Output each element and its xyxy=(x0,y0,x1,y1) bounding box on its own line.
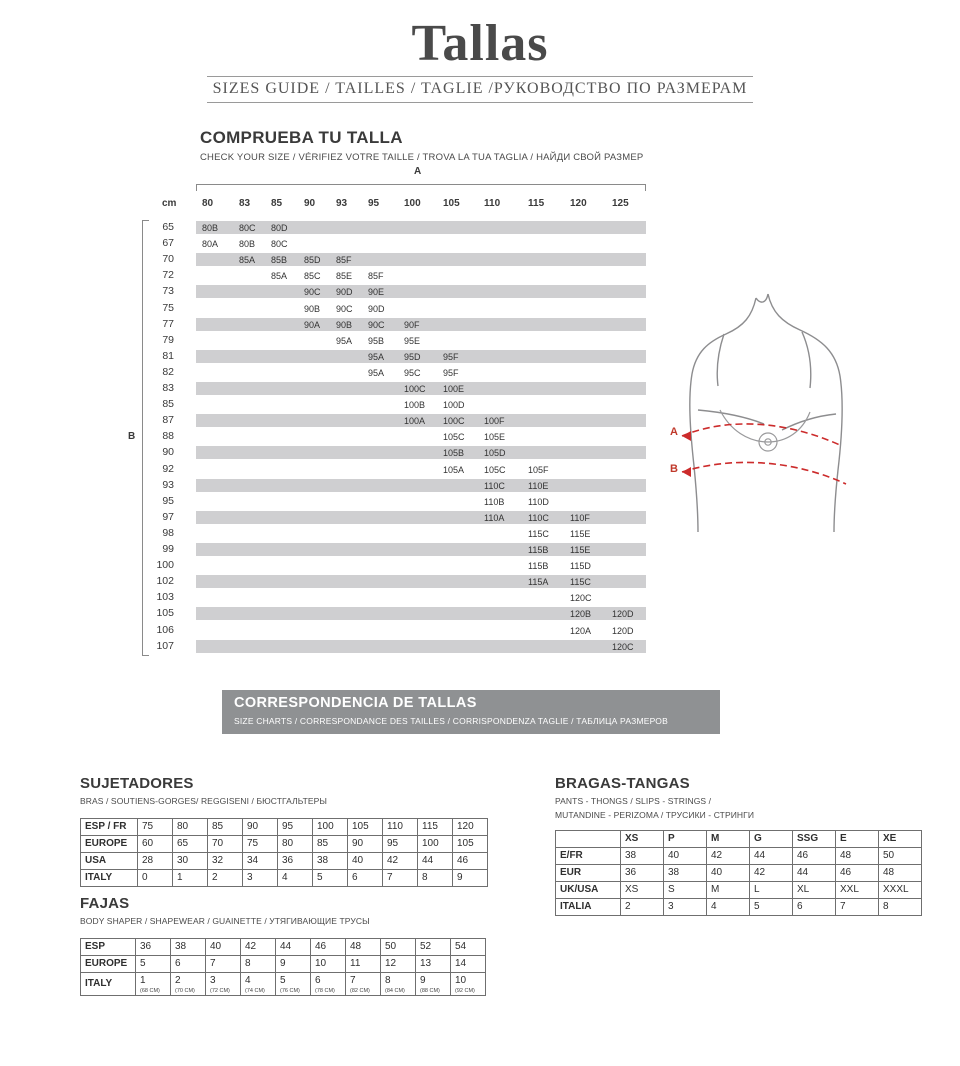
table-cell: 95 xyxy=(383,836,418,853)
table-cell: 48 xyxy=(346,939,381,956)
table-cell: 40 xyxy=(664,848,707,865)
table-cell: 42 xyxy=(707,848,750,865)
table-cell: 105 xyxy=(453,836,488,853)
chart-cell: 110B xyxy=(484,496,505,507)
row-label: 85 xyxy=(162,398,174,411)
row-header: UK/USA xyxy=(556,882,621,899)
table-cell: 5 (76 CM) xyxy=(276,973,311,996)
table-cell: XS xyxy=(621,882,664,899)
row-label: 97 xyxy=(162,510,174,523)
chart-cell: 105C xyxy=(484,464,506,475)
table-cell: 36 xyxy=(278,853,313,870)
table-cell: 52 xyxy=(416,939,451,956)
row-label: 92 xyxy=(162,462,174,475)
table-cell: 44 xyxy=(418,853,453,870)
row-label: 72 xyxy=(162,269,174,282)
chart-cell: 105D xyxy=(484,448,506,459)
table-row xyxy=(556,882,922,899)
chart-cell: 95B xyxy=(368,335,385,346)
table-cell: 36 xyxy=(621,865,664,882)
chart-cell: 100A xyxy=(404,416,426,427)
chart-cell: 95F xyxy=(443,367,459,378)
chart-cell: 95A xyxy=(368,367,385,378)
column-header-cell: XE xyxy=(879,831,922,848)
row-label: 107 xyxy=(156,639,174,652)
column-header: 95 xyxy=(368,198,380,209)
row-label: 93 xyxy=(162,478,174,491)
table-cell: 9 (88 CM) xyxy=(416,973,451,996)
table-cell: 50 xyxy=(381,939,416,956)
cm-note: (72 CM) xyxy=(210,988,230,994)
chart-cell: 80D xyxy=(271,223,288,233)
table-cell: 46 xyxy=(836,865,879,882)
table-cell: 44 xyxy=(276,939,311,956)
column-header: 85 xyxy=(271,198,283,209)
chart-cell: 105E xyxy=(484,432,506,443)
table-cell: 48 xyxy=(836,848,879,865)
table-cell: 14 xyxy=(451,956,486,973)
chart-cell: 120C xyxy=(570,593,592,604)
row-label: 67 xyxy=(162,237,174,250)
page-subtitle: SIZES GUIDE / TAILLES / TAGLIE /РУКОВОДСТВО ПО РАЗМЕРАМ xyxy=(207,76,754,103)
cm-note: (92 CM) xyxy=(455,988,475,994)
row-band xyxy=(196,221,646,234)
chart-cell: 115D xyxy=(570,561,591,572)
chart-cell: 90B xyxy=(304,303,321,314)
table-row xyxy=(556,848,922,865)
table-cell: 38 xyxy=(664,865,707,882)
table-row xyxy=(81,973,486,996)
body-illustration xyxy=(660,290,910,540)
row-label: 103 xyxy=(156,591,174,604)
row-label: 73 xyxy=(162,285,174,298)
column-header-cell: M xyxy=(707,831,750,848)
column-header: 83 xyxy=(239,198,251,209)
table-cell: 90 xyxy=(348,836,383,853)
column-header: 93 xyxy=(336,198,348,209)
column-header-cell: SSG xyxy=(793,831,836,848)
chart-cell: 90C xyxy=(336,303,353,314)
chart-cell: 105B xyxy=(443,448,465,459)
cm-note: (88 CM) xyxy=(420,988,440,994)
chart-cell: 80C xyxy=(239,223,256,233)
chart-cell: 90C xyxy=(304,287,321,298)
cm-note: (78 CM) xyxy=(315,988,335,994)
axis-label-a: A xyxy=(414,166,422,177)
chart-cell: 85E xyxy=(336,271,353,282)
table-cell: 8 (84 CM) xyxy=(381,973,416,996)
subtitle-container xyxy=(0,76,960,103)
chart-cell: 90D xyxy=(368,303,385,314)
table-cell: 2 xyxy=(621,899,664,916)
bracket-a xyxy=(196,184,646,185)
row-label: 65 xyxy=(162,221,174,233)
column-header-cell: G xyxy=(750,831,793,848)
table-cell: 6 xyxy=(793,899,836,916)
row-label: 95 xyxy=(162,494,174,507)
chart-cell: 115B xyxy=(528,561,549,572)
row-label: 82 xyxy=(162,365,174,378)
chart-cell: 105F xyxy=(528,464,549,475)
banner-subtitle: SIZE CHARTS / CORRESPONDANCE DES TAILLES / CORRISPONDENZA TAGLIE / ТАБЛИЦА РАЗМЕРОВ xyxy=(234,716,668,726)
table-row xyxy=(81,819,488,836)
column-header: 105 xyxy=(443,198,460,209)
row-header: USA xyxy=(81,853,138,870)
chart-cell: 110D xyxy=(528,496,549,507)
row-label: 88 xyxy=(162,430,174,443)
table-cell: 85 xyxy=(313,836,348,853)
table-cell: 34 xyxy=(243,853,278,870)
torso-diagram-icon xyxy=(660,290,910,540)
row-label: 83 xyxy=(162,382,174,394)
chart-cell: 120B xyxy=(570,609,592,620)
chart-cell: 90F xyxy=(404,319,420,330)
table-cell: 42 xyxy=(241,939,276,956)
bras-table xyxy=(80,818,488,887)
table-cell: 11 xyxy=(346,956,381,973)
row-band xyxy=(196,479,646,492)
section-subheading: CHECK YOUR SIZE / VÉRIFIEZ VOTRE TAILLE / TROVA LA TUA TAGLIA / НАЙДИ СВОЙ РАЗМЕР xyxy=(200,152,644,163)
chart-cell: 90A xyxy=(304,319,321,330)
table-cell: 6 (78 CM) xyxy=(311,973,346,996)
table-cell: 75 xyxy=(243,836,278,853)
pants-subtitle-1: PANTS - THONGS / SLIPS - STRINGS / xyxy=(555,796,712,806)
table-cell: 42 xyxy=(750,865,793,882)
cm-note: (76 CM) xyxy=(280,988,300,994)
table-cell: 4 xyxy=(707,899,750,916)
banner-title: CORRESPONDENCIA DE TALLAS xyxy=(234,695,477,711)
table-cell: 38 xyxy=(621,848,664,865)
table-row xyxy=(556,865,922,882)
chart-cell: 120D xyxy=(612,625,634,636)
column-header-cell xyxy=(556,831,621,848)
chart-cell: 115A xyxy=(528,577,549,588)
table-cell: 90 xyxy=(243,819,278,836)
chart-cell: 95A xyxy=(368,351,385,362)
column-header: 115 xyxy=(528,198,545,209)
table-cell: XL xyxy=(793,882,836,899)
table-cell: 60 xyxy=(138,836,173,853)
table-cell: M xyxy=(707,882,750,899)
table-cell: L xyxy=(750,882,793,899)
table-cell: 46 xyxy=(453,853,488,870)
chart-cell: 90D xyxy=(336,287,353,298)
cm-note: (70 CM) xyxy=(175,988,195,994)
row-label: 100 xyxy=(156,559,174,572)
row-band xyxy=(196,285,646,298)
chart-cell: 90C xyxy=(368,319,385,330)
table-cell: 110 xyxy=(383,819,418,836)
table-cell: 6 xyxy=(348,870,383,887)
chart-cell: 100F xyxy=(484,416,505,427)
pants-table xyxy=(555,830,922,916)
table-cell: 80 xyxy=(173,819,208,836)
chart-cell: 85A xyxy=(271,271,288,282)
cm-note: (74 CM) xyxy=(245,988,265,994)
cm-note: (82 CM) xyxy=(350,988,370,994)
row-header: EUROPE xyxy=(81,956,136,973)
pants-subtitle-2: MUTANDINE - PERIZOMA / ТРУСИКИ - СТРИНГИ xyxy=(555,810,755,820)
table-cell: 8 xyxy=(879,899,922,916)
bracket-b xyxy=(142,220,143,655)
table-cell: 70 xyxy=(208,836,243,853)
table-cell: 46 xyxy=(311,939,346,956)
row-label: 75 xyxy=(162,301,174,314)
column-header-cell: P xyxy=(664,831,707,848)
chart-cell: 110A xyxy=(484,512,505,523)
table-cell: 8 xyxy=(418,870,453,887)
table-cell: XXL xyxy=(836,882,879,899)
table-cell: 50 xyxy=(879,848,922,865)
row-header: ITALIA xyxy=(556,899,621,916)
column-header: 125 xyxy=(612,198,629,209)
shapewear-subtitle: BODY SHAPER / SHAPEWEAR / GUAINETTE / УТЯГИВАЮЩИЕ ТРУСЫ xyxy=(80,916,370,926)
table-cell: 12 xyxy=(381,956,416,973)
column-header: 90 xyxy=(304,198,316,209)
table-cell: 5 xyxy=(750,899,793,916)
chart-cell: 115C xyxy=(528,528,549,539)
table-cell: 30 xyxy=(173,853,208,870)
column-header: 80 xyxy=(202,198,214,209)
table-cell: XXXL xyxy=(879,882,922,899)
chart-cell: 100D xyxy=(443,400,465,411)
table-cell: 40 xyxy=(206,939,241,956)
row-label: 79 xyxy=(162,333,174,346)
table-cell: 40 xyxy=(707,865,750,882)
column-header-cell: XS xyxy=(621,831,664,848)
axis-label-b: B xyxy=(128,431,136,443)
table-cell: 115 xyxy=(418,819,453,836)
table-cell: 2 (70 CM) xyxy=(171,973,206,996)
chart-cell: 100E xyxy=(443,384,465,394)
chart-cell: 100C xyxy=(443,416,465,427)
row-header: ITALY xyxy=(81,870,138,887)
chart-cell: 120C xyxy=(612,641,634,652)
table-row xyxy=(81,836,488,853)
chart-cell: 115C xyxy=(570,577,591,588)
table-cell: 80 xyxy=(278,836,313,853)
column-header-cell: E xyxy=(836,831,879,848)
table-cell: 2 xyxy=(208,870,243,887)
row-label: 87 xyxy=(162,414,174,427)
table-cell: 4 xyxy=(278,870,313,887)
table-cell: 44 xyxy=(793,865,836,882)
table-cell: 48 xyxy=(879,865,922,882)
table-cell: 38 xyxy=(313,853,348,870)
figure-letter-b: B xyxy=(670,463,678,475)
chart-cell: 95E xyxy=(404,335,421,346)
row-band xyxy=(196,350,646,363)
table-cell: 105 xyxy=(348,819,383,836)
table-cell: 8 xyxy=(241,956,276,973)
table-cell: 7 xyxy=(206,956,241,973)
page-title: Tallas xyxy=(411,15,549,72)
row-label: 70 xyxy=(162,253,174,266)
row-label: 98 xyxy=(162,526,174,539)
table-cell: 10 (92 CM) xyxy=(451,973,486,996)
table-cell: 6 xyxy=(171,956,206,973)
table-cell: 100 xyxy=(313,819,348,836)
table-row xyxy=(81,939,486,956)
row-band xyxy=(196,318,646,331)
table-header-row xyxy=(556,831,922,848)
size-chart xyxy=(128,166,660,676)
column-header: 100 xyxy=(404,198,421,209)
column-header: 120 xyxy=(570,198,587,209)
chart-cell: 115E xyxy=(570,545,591,555)
row-band xyxy=(196,446,646,459)
row-header: EUR xyxy=(556,865,621,882)
chart-cell: 120A xyxy=(570,625,592,636)
row-header: E/FR xyxy=(556,848,621,865)
table-cell: 4 (74 CM) xyxy=(241,973,276,996)
chart-cell: 80A xyxy=(202,239,219,250)
chart-cell: 105C xyxy=(443,432,465,443)
row-label: 81 xyxy=(162,349,174,362)
unit-label: cm xyxy=(162,198,177,209)
table-cell: 1 (68 CM) xyxy=(136,973,171,996)
table-cell: 0 xyxy=(138,870,173,887)
chart-cell: 100C xyxy=(404,384,426,394)
chart-cell: 115B xyxy=(528,545,549,555)
row-label: 77 xyxy=(162,317,174,330)
table-row xyxy=(81,956,486,973)
row-label: 105 xyxy=(156,607,174,620)
table-cell: 54 xyxy=(451,939,486,956)
chart-cell: 85C xyxy=(304,271,321,282)
column-header: 110 xyxy=(484,198,501,209)
table-cell: 65 xyxy=(173,836,208,853)
table-cell: 7 xyxy=(836,899,879,916)
chart-cell: 85B xyxy=(271,255,288,266)
chart-cell: 110C xyxy=(484,480,505,491)
table-cell: 9 xyxy=(453,870,488,887)
chart-cell: 85F xyxy=(336,255,352,266)
table-cell: 5 xyxy=(313,870,348,887)
table-cell: 38 xyxy=(171,939,206,956)
chart-cell: 85D xyxy=(304,255,321,266)
row-label: 102 xyxy=(156,575,174,588)
table-cell: 36 xyxy=(136,939,171,956)
section-heading: COMPRUEBA TU TALLA xyxy=(200,128,403,147)
table-cell: 42 xyxy=(383,853,418,870)
bras-title: SUJETADORES xyxy=(80,775,194,792)
chart-cell: 115E xyxy=(570,528,591,539)
shapewear-table xyxy=(80,938,486,996)
table-cell: S xyxy=(664,882,707,899)
bracket-a-left xyxy=(196,184,197,191)
chart-cell: 85F xyxy=(368,271,384,282)
row-header: ESP xyxy=(81,939,136,956)
chart-cell: 95A xyxy=(336,335,353,346)
table-cell: 100 xyxy=(418,836,453,853)
chart-cell: 80B xyxy=(202,223,219,233)
bracket-b-bottom xyxy=(142,655,149,656)
table-cell: 44 xyxy=(750,848,793,865)
table-row xyxy=(81,853,488,870)
chart-cell: 120D xyxy=(612,609,634,620)
table-cell: 32 xyxy=(208,853,243,870)
table-cell: 5 xyxy=(136,956,171,973)
cm-note: (84 CM) xyxy=(385,988,405,994)
chart-cell: 95F xyxy=(443,351,459,362)
pants-title: BRAGAS-TANGAS xyxy=(555,775,690,792)
table-cell: 7 (82 CM) xyxy=(346,973,381,996)
table-cell: 95 xyxy=(278,819,313,836)
table-cell: 1 xyxy=(173,870,208,887)
table-cell: 7 xyxy=(383,870,418,887)
table-cell: 13 xyxy=(416,956,451,973)
row-band xyxy=(196,253,646,266)
table-cell: 9 xyxy=(276,956,311,973)
chart-cell: 80C xyxy=(271,239,288,250)
chart-cell: 110E xyxy=(528,480,549,491)
chart-cell: 80B xyxy=(239,239,256,250)
chart-cell: 90B xyxy=(336,319,353,330)
cm-note: (68 CM) xyxy=(140,988,160,994)
row-header: ITALY xyxy=(81,973,136,996)
table-cell: 3 xyxy=(243,870,278,887)
chart-cell: 90E xyxy=(368,287,385,298)
table-cell: 10 xyxy=(311,956,346,973)
bras-subtitle: BRAS / SOUTIENS-GORGES/ REGGISENI / БЮСТГАЛЬТЕРЫ xyxy=(80,796,328,806)
table-cell: 40 xyxy=(348,853,383,870)
shapewear-title: FAJAS xyxy=(80,895,130,912)
bracket-a-right xyxy=(645,184,646,191)
bracket-b-top xyxy=(142,220,149,221)
table-cell: 46 xyxy=(793,848,836,865)
table-cell: 3 xyxy=(664,899,707,916)
chart-cell: 105A xyxy=(443,464,465,475)
chart-cell: 110C xyxy=(528,512,549,523)
figure-letter-a: A xyxy=(670,426,678,438)
row-label: 106 xyxy=(156,623,174,636)
chart-cell: 85A xyxy=(239,255,256,266)
chart-cell: 100B xyxy=(404,400,426,411)
row-label: 90 xyxy=(162,446,174,459)
row-band xyxy=(196,640,646,653)
table-cell: 75 xyxy=(138,819,173,836)
table-row xyxy=(556,899,922,916)
chart-cell: 95D xyxy=(404,351,421,362)
chart-cell: 110F xyxy=(570,512,590,523)
table-row xyxy=(81,870,488,887)
row-header: EUROPE xyxy=(81,836,138,853)
table-cell: 85 xyxy=(208,819,243,836)
table-cell: 28 xyxy=(138,853,173,870)
table-cell: 120 xyxy=(453,819,488,836)
chart-cell: 95C xyxy=(404,367,421,378)
table-cell: 3 (72 CM) xyxy=(206,973,241,996)
row-label: 99 xyxy=(162,543,174,555)
row-header: ESP / FR xyxy=(81,819,138,836)
